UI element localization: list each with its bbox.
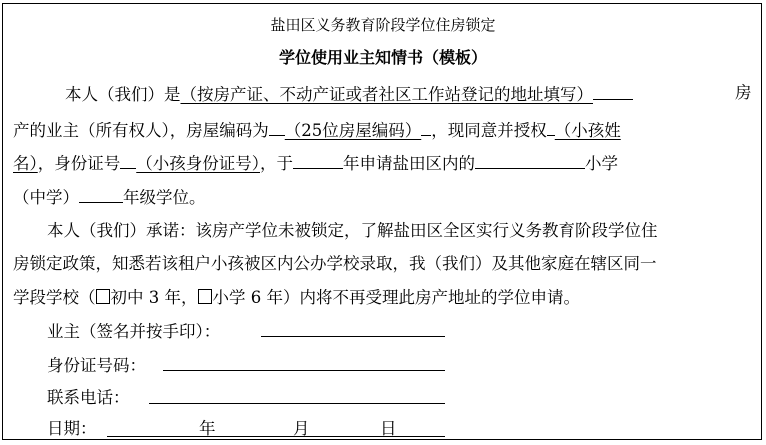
- phone-line[interactable]: [149, 403, 445, 404]
- school-period-prefix: 学段学校（: [13, 288, 96, 307]
- year-blank[interactable]: [293, 151, 343, 169]
- para2-line1: 本人（我们）承诺：该房产学位未被锁定，了解盐田区全区实行义务教育阶段学位住: [47, 221, 658, 240]
- date-label: 日期：: [47, 419, 97, 438]
- para1-line1: [65, 82, 633, 106]
- authorize-text: ，现同意并授权: [431, 121, 547, 140]
- school-blank[interactable]: [475, 151, 585, 169]
- address-fill-hint[interactable]: （按房产证、不动产证或者社区工作站登记的地址填写）: [180, 85, 593, 104]
- document-frame: [2, 3, 762, 440]
- child-name-fill-hint-end[interactable]: 名）: [13, 154, 38, 173]
- house-code-label: 产的业主（所有权人），房屋编码为: [13, 121, 269, 140]
- grade-text: 年级学位。: [123, 188, 206, 207]
- para1-line1-end: 房: [735, 83, 752, 102]
- junior-high-checkbox[interactable]: [96, 289, 110, 304]
- middle-school-text: （中学）: [13, 188, 79, 207]
- date-year-label: 年: [199, 419, 216, 438]
- child-name-fill-hint-start[interactable]: （小孩姓: [554, 121, 621, 140]
- in-year-text: ，于: [260, 154, 293, 173]
- owner-signature-line[interactable]: [261, 336, 445, 337]
- para1-line4: [13, 185, 206, 209]
- address-blank[interactable]: [593, 82, 633, 100]
- id-number-line[interactable]: [163, 370, 445, 371]
- grade-blank[interactable]: [79, 185, 123, 203]
- para1-line2: [13, 118, 621, 142]
- date-day-label: 日: [380, 419, 397, 438]
- house-code-fill-hint[interactable]: （25位房屋编码）: [284, 121, 422, 140]
- child-id-fill-hint[interactable]: （小孩身份证号）: [136, 154, 260, 173]
- junior-high-label: 初中 3 年，: [110, 288, 198, 307]
- document-subtitle: 学位使用业主知情书（模板）: [278, 48, 487, 67]
- primary-label: 小学 6 年）内将不再受理此房产地址的学位申请。: [212, 288, 580, 307]
- id-number-field-label: 身份证号码：: [47, 356, 146, 375]
- owner-signature-label: 业主（签名并按手印）：: [47, 322, 221, 341]
- para2-line3: [13, 287, 580, 309]
- owner-intro-text: 本人（我们）是: [65, 85, 181, 104]
- date-month-label: 月: [293, 419, 310, 438]
- apply-text: 年申请盐田区内的: [343, 154, 475, 173]
- primary-checkbox[interactable]: [198, 289, 212, 304]
- id-number-label: ，身份证号: [37, 154, 121, 173]
- para1-line3: [13, 151, 618, 175]
- phone-label: 联系电话：: [47, 388, 130, 407]
- para2-line2: 房锁定政策，知悉若该租户小孩被区内公办学校录取，我（我们）及其他家庭在辖区同一: [13, 254, 657, 273]
- primary-school-text: 小学: [585, 154, 618, 173]
- document-title: 盐田区义务教育阶段学位住房锁定: [270, 16, 496, 34]
